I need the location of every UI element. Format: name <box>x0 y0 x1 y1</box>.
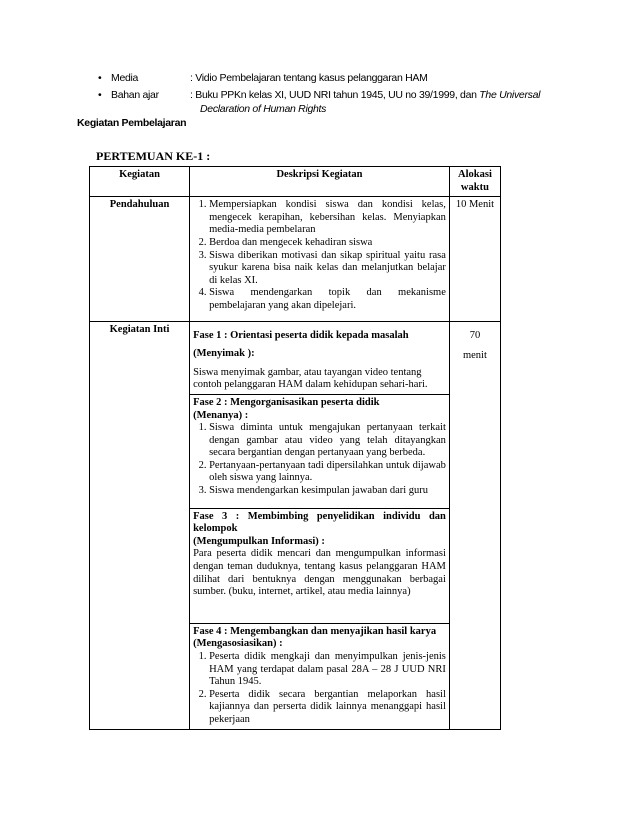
inti-time <box>449 321 500 729</box>
media-row-media <box>98 72 618 89</box>
media-value: : Vidio Pembelajaran tentang kasus pelanggaran HAM <box>190 72 428 84</box>
fase4-list <box>193 651 446 727</box>
inti-time-value: 70 <box>469 329 481 341</box>
media-label: Media <box>111 72 139 84</box>
fase1-desc <box>190 321 450 394</box>
bullet-icon: • <box>98 72 102 84</box>
header-alokasi: Alokasi waktu <box>449 167 500 197</box>
header-deskripsi: Deskripsi Kegiatan <box>190 167 450 197</box>
fase2-sub: (Menanya) : <box>193 409 249 421</box>
kegiatan-pembelajaran-heading: Kegiatan Pembelajaran <box>77 117 187 129</box>
pendahuluan-time: 10 Menit <box>449 197 500 321</box>
bahan-ajar-text: : Buku PPKn kelas XI, UUD NRI tahun 1945, UU no 39/1999, dan <box>190 89 480 101</box>
fase2-desc <box>190 394 450 508</box>
pendahuluan-desc <box>190 197 450 321</box>
list-item: 1. Peserta didik mengkaji dan menyimpulkan jenis-jenis HAM yang terdapat dalam pasal 28A – 28 J UUD NRI Tahun 1945. <box>209 651 446 689</box>
list-item: 2. Berdoa dan mengecek kehadiran siswa <box>209 237 446 250</box>
bahan-ajar-continuation: Declaration of Human Rights <box>200 103 327 115</box>
list-item: 1. Siswa diminta untuk mengajukan pertanyaan terkait dengan gambar atau video yang telah ditayangkan secara bergantian dengan pertanyaan yang berbeda. <box>209 422 446 460</box>
list-item: 1. Mempersiapkan kondisi siswa dan kondisi kelas, mengecek kerapihan, kebersihan kelas. Menyiapkan media-media pembelaran <box>209 199 446 237</box>
fase1-title: Fase 1 : Orientasi peserta didik kepada masalah <box>193 329 409 341</box>
list-item: 3. Siswa diberikan motivasi dan sikap spiritual yaitu rasa syukur karena bisa naik kelas dan melanjutkan belajar di kelas XI. <box>209 250 446 288</box>
table-row-pendahuluan <box>90 197 501 321</box>
fase4-sub: (Mengasosiasikan) : <box>193 638 283 650</box>
fase2-list <box>193 422 446 498</box>
list-item: 3. Siswa mendengarkan kesimpulan jawaban dari guru <box>209 485 446 498</box>
bahan-ajar-value <box>190 89 540 101</box>
list-item: 2. Pertanyaan-pertanyaan tadi dipersilahkan untuk dijawab oleh siswa yang lainnya. <box>209 460 446 485</box>
pendahuluan-list <box>193 199 446 312</box>
fase2-title: Fase 2 : Mengorganisasikan peserta didik <box>193 396 380 408</box>
bahan-ajar-label: Bahan ajar <box>111 89 159 101</box>
bullet-icon: • <box>98 89 102 101</box>
fase4-title: Fase 4 : Mengembangkan dan menyajikan hasil karya <box>193 625 437 637</box>
activity-table <box>89 166 501 730</box>
fase1-sub: (Menyimak ): <box>193 348 255 360</box>
inti-label: Kegiatan Inti <box>90 321 190 729</box>
fase4-desc <box>190 623 450 729</box>
inti-time-unit: menit <box>462 350 487 362</box>
table-row-inti-fase1 <box>90 321 501 394</box>
fase3-sub: (Mengumpulkan Informasi) : <box>193 535 325 547</box>
header-kegiatan: Kegiatan <box>90 167 190 197</box>
table-header-row <box>90 167 501 197</box>
bahan-ajar-italic: The Universal <box>479 89 541 101</box>
pendahuluan-label: Pendahuluan <box>90 197 190 321</box>
list-item: 2. Peserta didik secara bergantian melaporkan hasil kajiannya dan perserta didik lainnya menanggapi hasil pekerjaan <box>209 689 446 727</box>
fase3-title: Fase 3 : Membimbing penyelidikan individu dan kelompok <box>193 510 446 535</box>
fase3-text: Para peserta didik mencari dan mengumpulkan informasi dengan teman duduknya, tentang kasus pelanggaran HAM dilihat dari bentuknya dengan menggunakan berbagai sumber. (buku, internet, artikel, atau media lainnya) <box>193 548 446 598</box>
pertemuan-heading: PERTEMUAN KE-1 : <box>96 149 211 163</box>
media-row-bahan-ajar <box>98 89 618 106</box>
fase3-desc <box>190 508 450 623</box>
list-item: 4. Siswa mendengarkan topik dan mekanisme pembelajaran yang akan dipelejari. <box>209 287 446 312</box>
media-list <box>98 72 618 106</box>
fase1-text: Siswa menyimak gambar, atau tayangan video tentang contoh pelanggaran HAM dalam kehidupan sehari-hari. <box>193 366 428 391</box>
